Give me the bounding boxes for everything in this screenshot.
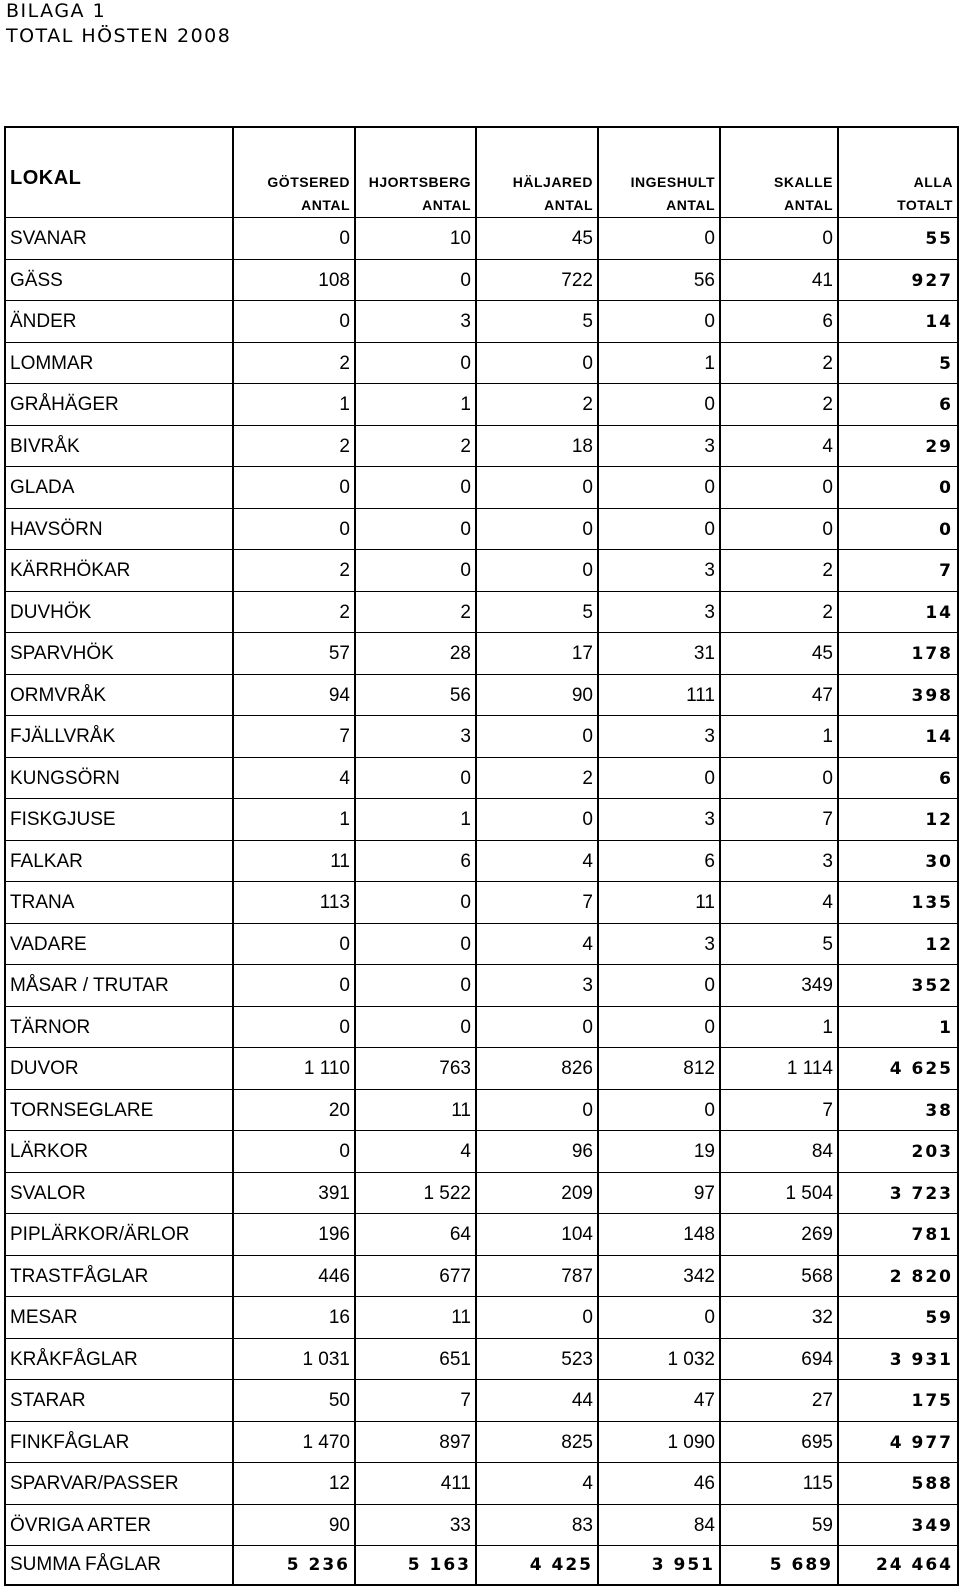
row-name: TÄRNOR bbox=[5, 1006, 233, 1048]
row-value: 19 bbox=[598, 1131, 720, 1173]
header-column: SKALLE bbox=[720, 127, 838, 192]
row-value: 4 bbox=[476, 840, 598, 882]
table-row bbox=[5, 384, 958, 426]
row-value: 0 bbox=[720, 757, 838, 799]
table-row bbox=[5, 1504, 958, 1546]
subheader-cell: ANTAL bbox=[598, 192, 720, 218]
row-value: 90 bbox=[233, 1504, 355, 1546]
row-total: 0 bbox=[838, 508, 958, 550]
row-value: 3 bbox=[598, 591, 720, 633]
row-value: 4 bbox=[476, 923, 598, 965]
row-name: TRASTFÅGLAR bbox=[5, 1255, 233, 1297]
row-value: 1 bbox=[355, 799, 476, 841]
row-value: 5 bbox=[476, 301, 598, 343]
row-name: VADARE bbox=[5, 923, 233, 965]
row-value: 4 bbox=[476, 1463, 598, 1505]
header-column: HÄLJARED bbox=[476, 127, 598, 192]
header-column: GÖTSERED bbox=[233, 127, 355, 192]
table-row bbox=[5, 425, 958, 467]
row-total: 14 bbox=[838, 591, 958, 633]
row-value: 47 bbox=[720, 674, 838, 716]
row-value: 0 bbox=[233, 923, 355, 965]
table-row bbox=[5, 1297, 958, 1339]
row-value: 0 bbox=[355, 923, 476, 965]
row-total: 6 bbox=[838, 757, 958, 799]
row-name: SUMMA FÅGLAR bbox=[5, 1546, 233, 1586]
row-total: 4 977 bbox=[838, 1421, 958, 1463]
row-value: 11 bbox=[355, 1297, 476, 1339]
table-row bbox=[5, 1006, 958, 1048]
row-name: SPARVAR/PASSER bbox=[5, 1463, 233, 1505]
row-value: 0 bbox=[598, 965, 720, 1007]
row-value: 0 bbox=[355, 342, 476, 384]
row-value: 50 bbox=[233, 1380, 355, 1422]
row-value: 0 bbox=[598, 508, 720, 550]
row-name: FINKFÅGLAR bbox=[5, 1421, 233, 1463]
row-value: 115 bbox=[720, 1463, 838, 1505]
row-value: 10 bbox=[355, 218, 476, 260]
row-value: 0 bbox=[476, 467, 598, 509]
row-value: 4 425 bbox=[476, 1546, 598, 1586]
row-value: 7 bbox=[720, 1089, 838, 1131]
row-value: 56 bbox=[598, 259, 720, 301]
row-value: 0 bbox=[355, 508, 476, 550]
row-value: 0 bbox=[233, 467, 355, 509]
table-row bbox=[5, 1131, 958, 1173]
row-value: 0 bbox=[355, 757, 476, 799]
row-name: KÄRRHÖKAR bbox=[5, 550, 233, 592]
table-row bbox=[5, 342, 958, 384]
table-row bbox=[5, 1214, 958, 1256]
sum-row bbox=[5, 1546, 958, 1586]
row-value: 17 bbox=[476, 633, 598, 675]
row-value: 3 bbox=[598, 923, 720, 965]
row-value: 59 bbox=[720, 1504, 838, 1546]
row-value: 0 bbox=[355, 1006, 476, 1048]
table-row bbox=[5, 301, 958, 343]
row-value: 1 032 bbox=[598, 1338, 720, 1380]
row-value: 0 bbox=[355, 965, 476, 1007]
row-name: KUNGSÖRN bbox=[5, 757, 233, 799]
row-value: 0 bbox=[720, 218, 838, 260]
row-value: 47 bbox=[598, 1380, 720, 1422]
row-name: FJÄLLVRÅK bbox=[5, 716, 233, 758]
row-value: 763 bbox=[355, 1048, 476, 1090]
row-value: 523 bbox=[476, 1338, 598, 1380]
row-total: 588 bbox=[838, 1463, 958, 1505]
row-value: 6 bbox=[598, 840, 720, 882]
row-value: 0 bbox=[598, 384, 720, 426]
row-total: 927 bbox=[838, 259, 958, 301]
row-name: GÄSS bbox=[5, 259, 233, 301]
header-column: INGESHULT bbox=[598, 127, 720, 192]
row-value: 56 bbox=[355, 674, 476, 716]
row-value: 104 bbox=[476, 1214, 598, 1256]
table-row bbox=[5, 591, 958, 633]
row-value: 20 bbox=[233, 1089, 355, 1131]
row-value: 0 bbox=[720, 508, 838, 550]
row-value: 4 bbox=[355, 1131, 476, 1173]
row-value: 0 bbox=[598, 1089, 720, 1131]
row-value: 83 bbox=[476, 1504, 598, 1546]
row-value: 2 bbox=[720, 550, 838, 592]
row-value: 897 bbox=[355, 1421, 476, 1463]
table-row bbox=[5, 757, 958, 799]
row-name: LÄRKOR bbox=[5, 1131, 233, 1173]
row-name: MESAR bbox=[5, 1297, 233, 1339]
row-value: 96 bbox=[476, 1131, 598, 1173]
row-value: 1 110 bbox=[233, 1048, 355, 1090]
row-value: 33 bbox=[355, 1504, 476, 1546]
row-value: 1 114 bbox=[720, 1048, 838, 1090]
row-total: 352 bbox=[838, 965, 958, 1007]
subheader-blank bbox=[5, 192, 233, 218]
row-total: 24 464 bbox=[838, 1546, 958, 1586]
row-value: 0 bbox=[598, 301, 720, 343]
row-value: 1 090 bbox=[598, 1421, 720, 1463]
row-value: 0 bbox=[598, 467, 720, 509]
row-value: 3 bbox=[355, 301, 476, 343]
row-value: 0 bbox=[476, 799, 598, 841]
row-value: 1 bbox=[720, 1006, 838, 1048]
table-row bbox=[5, 1048, 958, 1090]
row-name: HAVSÖRN bbox=[5, 508, 233, 550]
row-total: 349 bbox=[838, 1504, 958, 1546]
row-value: 1 470 bbox=[233, 1421, 355, 1463]
row-value: 57 bbox=[233, 633, 355, 675]
row-value: 2 bbox=[233, 342, 355, 384]
row-value: 0 bbox=[355, 259, 476, 301]
row-value: 411 bbox=[355, 1463, 476, 1505]
row-total: 3 723 bbox=[838, 1172, 958, 1214]
row-total: 178 bbox=[838, 633, 958, 675]
row-total: 3 931 bbox=[838, 1338, 958, 1380]
row-value: 3 bbox=[355, 716, 476, 758]
row-total: 203 bbox=[838, 1131, 958, 1173]
page-title: BILAGA 1 bbox=[6, 0, 107, 22]
subheader-cell: ANTAL bbox=[720, 192, 838, 218]
row-name: TORNSEGLARE bbox=[5, 1089, 233, 1131]
page-subtitle: TOTAL HÖSTEN 2008 bbox=[6, 25, 232, 47]
row-value: 0 bbox=[720, 467, 838, 509]
row-value: 3 bbox=[598, 550, 720, 592]
row-value: 695 bbox=[720, 1421, 838, 1463]
row-value: 41 bbox=[720, 259, 838, 301]
row-value: 4 bbox=[720, 882, 838, 924]
row-value: 6 bbox=[355, 840, 476, 882]
row-value: 94 bbox=[233, 674, 355, 716]
bird-count-table bbox=[4, 126, 959, 1586]
row-name: SVALOR bbox=[5, 1172, 233, 1214]
row-value: 44 bbox=[476, 1380, 598, 1422]
row-value: 0 bbox=[355, 882, 476, 924]
row-value: 0 bbox=[476, 550, 598, 592]
row-name: BIVRÅK bbox=[5, 425, 233, 467]
table-row bbox=[5, 799, 958, 841]
table-row bbox=[5, 1172, 958, 1214]
row-name: DUVHÖK bbox=[5, 591, 233, 633]
row-value: 568 bbox=[720, 1255, 838, 1297]
row-value: 46 bbox=[598, 1463, 720, 1505]
row-value: 812 bbox=[598, 1048, 720, 1090]
row-value: 84 bbox=[598, 1504, 720, 1546]
row-total: 4 625 bbox=[838, 1048, 958, 1090]
row-value: 0 bbox=[233, 218, 355, 260]
table-row bbox=[5, 550, 958, 592]
row-value: 28 bbox=[355, 633, 476, 675]
row-name: PIPLÄRKOR/ÄRLOR bbox=[5, 1214, 233, 1256]
row-value: 1 bbox=[598, 342, 720, 384]
table-row bbox=[5, 716, 958, 758]
row-total: 135 bbox=[838, 882, 958, 924]
row-value: 16 bbox=[233, 1297, 355, 1339]
row-value: 3 bbox=[720, 840, 838, 882]
row-value: 0 bbox=[598, 1006, 720, 1048]
table-row bbox=[5, 965, 958, 1007]
table-row bbox=[5, 633, 958, 675]
row-value: 1 bbox=[355, 384, 476, 426]
table-row bbox=[5, 882, 958, 924]
row-name: SVANAR bbox=[5, 218, 233, 260]
row-name: LOMMAR bbox=[5, 342, 233, 384]
row-value: 18 bbox=[476, 425, 598, 467]
row-value: 3 951 bbox=[598, 1546, 720, 1586]
row-value: 3 bbox=[598, 425, 720, 467]
row-value: 12 bbox=[233, 1463, 355, 1505]
row-total: 781 bbox=[838, 1214, 958, 1256]
row-total: 12 bbox=[838, 923, 958, 965]
row-value: 0 bbox=[233, 965, 355, 1007]
table-row bbox=[5, 218, 958, 260]
row-value: 2 bbox=[233, 425, 355, 467]
row-name: DUVOR bbox=[5, 1048, 233, 1090]
header-lokal: LOKAL bbox=[5, 127, 233, 192]
row-value: 2 bbox=[476, 384, 598, 426]
row-value: 11 bbox=[355, 1089, 476, 1131]
row-value: 7 bbox=[720, 799, 838, 841]
table-row bbox=[5, 1380, 958, 1422]
row-name: ÖVRIGA ARTER bbox=[5, 1504, 233, 1546]
row-value: 0 bbox=[598, 218, 720, 260]
table-row bbox=[5, 508, 958, 550]
row-value: 446 bbox=[233, 1255, 355, 1297]
row-total: 59 bbox=[838, 1297, 958, 1339]
row-value: 651 bbox=[355, 1338, 476, 1380]
row-value: 1 bbox=[720, 716, 838, 758]
row-value: 694 bbox=[720, 1338, 838, 1380]
row-total: 55 bbox=[838, 218, 958, 260]
row-name: STARAR bbox=[5, 1380, 233, 1422]
table-row bbox=[5, 259, 958, 301]
row-name: KRÅKFÅGLAR bbox=[5, 1338, 233, 1380]
row-value: 0 bbox=[233, 1131, 355, 1173]
row-value: 0 bbox=[476, 716, 598, 758]
row-value: 722 bbox=[476, 259, 598, 301]
row-value: 2 bbox=[355, 591, 476, 633]
subheader-cell: ANTAL bbox=[355, 192, 476, 218]
row-value: 97 bbox=[598, 1172, 720, 1214]
subheader-cell: ANTAL bbox=[476, 192, 598, 218]
row-name: ÄNDER bbox=[5, 301, 233, 343]
row-value: 90 bbox=[476, 674, 598, 716]
row-value: 349 bbox=[720, 965, 838, 1007]
row-value: 2 bbox=[355, 425, 476, 467]
row-value: 32 bbox=[720, 1297, 838, 1339]
row-value: 825 bbox=[476, 1421, 598, 1463]
row-value: 1 bbox=[233, 384, 355, 426]
row-value: 5 236 bbox=[233, 1546, 355, 1586]
row-value: 391 bbox=[233, 1172, 355, 1214]
row-name: ORMVRÅK bbox=[5, 674, 233, 716]
row-value: 5 163 bbox=[355, 1546, 476, 1586]
row-value: 1 522 bbox=[355, 1172, 476, 1214]
row-value: 7 bbox=[233, 716, 355, 758]
row-value: 1 bbox=[233, 799, 355, 841]
row-total: 14 bbox=[838, 301, 958, 343]
table-row bbox=[5, 1338, 958, 1380]
row-value: 0 bbox=[233, 1006, 355, 1048]
row-value: 2 bbox=[720, 591, 838, 633]
row-total: 175 bbox=[838, 1380, 958, 1422]
row-name: TRANA bbox=[5, 882, 233, 924]
row-value: 108 bbox=[233, 259, 355, 301]
row-value: 0 bbox=[476, 1089, 598, 1131]
row-value: 209 bbox=[476, 1172, 598, 1214]
row-value: 4 bbox=[720, 425, 838, 467]
row-value: 0 bbox=[476, 1006, 598, 1048]
row-total: 7 bbox=[838, 550, 958, 592]
row-value: 3 bbox=[598, 799, 720, 841]
row-value: 3 bbox=[476, 965, 598, 1007]
row-value: 3 bbox=[598, 716, 720, 758]
table-row bbox=[5, 840, 958, 882]
row-value: 45 bbox=[476, 218, 598, 260]
table-row bbox=[5, 1255, 958, 1297]
row-name: MÅSAR / TRUTAR bbox=[5, 965, 233, 1007]
row-value: 2 bbox=[720, 342, 838, 384]
row-total: 29 bbox=[838, 425, 958, 467]
row-value: 269 bbox=[720, 1214, 838, 1256]
row-name: SPARVHÖK bbox=[5, 633, 233, 675]
row-name: GLADA bbox=[5, 467, 233, 509]
row-value: 0 bbox=[598, 1297, 720, 1339]
row-total: 6 bbox=[838, 384, 958, 426]
row-value: 5 bbox=[720, 923, 838, 965]
row-value: 5 bbox=[476, 591, 598, 633]
row-value: 2 bbox=[233, 550, 355, 592]
row-value: 1 031 bbox=[233, 1338, 355, 1380]
row-value: 6 bbox=[720, 301, 838, 343]
row-value: 0 bbox=[476, 342, 598, 384]
row-value: 148 bbox=[598, 1214, 720, 1256]
subheader-cell: TOTALT bbox=[838, 192, 958, 218]
table-row bbox=[5, 674, 958, 716]
row-value: 5 689 bbox=[720, 1546, 838, 1586]
table-row bbox=[5, 1421, 958, 1463]
table-row bbox=[5, 1463, 958, 1505]
row-total: 30 bbox=[838, 840, 958, 882]
row-value: 677 bbox=[355, 1255, 476, 1297]
row-value: 196 bbox=[233, 1214, 355, 1256]
row-total: 1 bbox=[838, 1006, 958, 1048]
row-value: 0 bbox=[476, 1297, 598, 1339]
subheader-cell: ANTAL bbox=[233, 192, 355, 218]
row-value: 0 bbox=[233, 508, 355, 550]
row-total: 14 bbox=[838, 716, 958, 758]
row-value: 84 bbox=[720, 1131, 838, 1173]
header-column: ALLA bbox=[838, 127, 958, 192]
row-value: 2 bbox=[476, 757, 598, 799]
row-total: 38 bbox=[838, 1089, 958, 1131]
row-value: 826 bbox=[476, 1048, 598, 1090]
row-name: GRÅHÄGER bbox=[5, 384, 233, 426]
row-value: 11 bbox=[598, 882, 720, 924]
row-value: 45 bbox=[720, 633, 838, 675]
row-value: 7 bbox=[355, 1380, 476, 1422]
row-total: 2 820 bbox=[838, 1255, 958, 1297]
row-value: 113 bbox=[233, 882, 355, 924]
row-value: 342 bbox=[598, 1255, 720, 1297]
row-total: 398 bbox=[838, 674, 958, 716]
row-value: 787 bbox=[476, 1255, 598, 1297]
row-name: FISKGJUSE bbox=[5, 799, 233, 841]
table-row bbox=[5, 467, 958, 509]
table-row bbox=[5, 923, 958, 965]
row-total: 0 bbox=[838, 467, 958, 509]
header-column: HJORTSBERG bbox=[355, 127, 476, 192]
header-row bbox=[5, 127, 958, 192]
row-value: 27 bbox=[720, 1380, 838, 1422]
row-total: 12 bbox=[838, 799, 958, 841]
row-value: 2 bbox=[233, 591, 355, 633]
row-total: 5 bbox=[838, 342, 958, 384]
row-value: 1 504 bbox=[720, 1172, 838, 1214]
row-value: 2 bbox=[720, 384, 838, 426]
row-value: 0 bbox=[355, 467, 476, 509]
row-value: 31 bbox=[598, 633, 720, 675]
subheader-row bbox=[5, 192, 958, 218]
row-value: 0 bbox=[233, 301, 355, 343]
row-value: 7 bbox=[476, 882, 598, 924]
table-row bbox=[5, 1089, 958, 1131]
row-value: 64 bbox=[355, 1214, 476, 1256]
row-value: 111 bbox=[598, 674, 720, 716]
row-name: FALKAR bbox=[5, 840, 233, 882]
row-value: 11 bbox=[233, 840, 355, 882]
row-value: 0 bbox=[476, 508, 598, 550]
row-value: 0 bbox=[355, 550, 476, 592]
row-value: 4 bbox=[233, 757, 355, 799]
row-value: 0 bbox=[598, 757, 720, 799]
